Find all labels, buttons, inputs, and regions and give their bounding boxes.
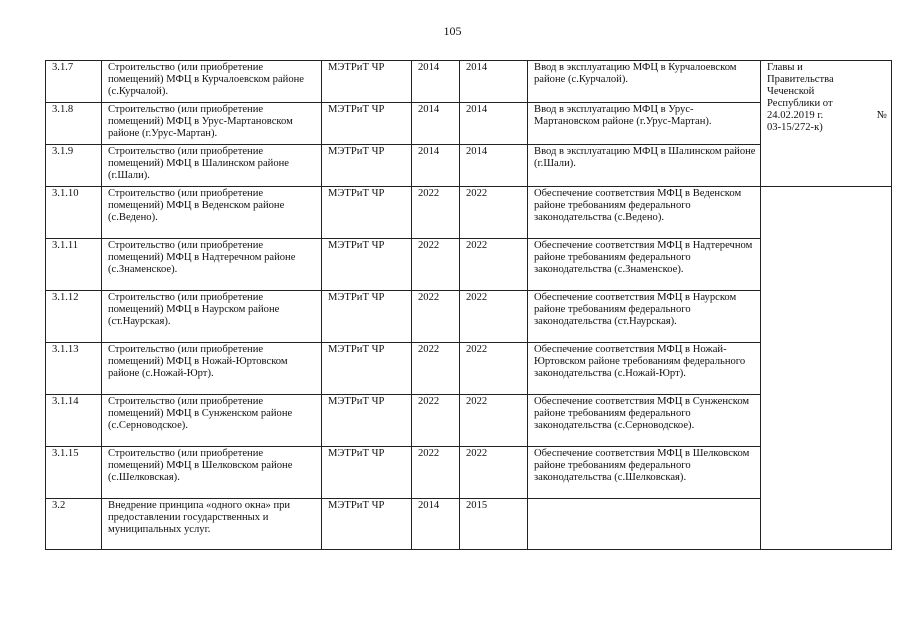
basis-line: Правительства: [767, 74, 834, 85]
executor: МЭТРиТ ЧР: [322, 343, 412, 395]
start-year: 2022: [412, 187, 460, 239]
measure-name: Строительство (или приобретение помещений) МФЦ в Курчалоевском районе (с.Курчалой).: [102, 61, 322, 103]
executor: МЭТРиТ ЧР: [322, 145, 412, 187]
start-year: 2022: [412, 343, 460, 395]
legal-basis-cell: [761, 61, 892, 187]
end-year: 2014: [460, 103, 528, 145]
expected-result: Обеспечение соответствия МФЦ в Наурском районе требованиям федерального законодательства (ст.Наурская).: [528, 291, 761, 343]
table-row: [46, 187, 892, 239]
basis-date: 24.02.2019 г.: [767, 110, 824, 121]
expected-result: Ввод в эксплуатацию МФЦ в Урус-Мартановском районе (г.Урус-Мартан).: [528, 103, 761, 145]
start-year: 2022: [412, 239, 460, 291]
end-year: 2022: [460, 343, 528, 395]
executor: МЭТРиТ ЧР: [322, 447, 412, 499]
end-year: 2022: [460, 395, 528, 447]
executor: МЭТРиТ ЧР: [322, 187, 412, 239]
expected-result: Ввод в эксплуатацию МФЦ в Курчалоевском районе (с.Курчалой).: [528, 61, 761, 103]
basis-line: Республики от: [767, 98, 833, 109]
measure-name: Внедрение принципа «одного окна» при предоставлении государственных и муниципальных услуг.: [102, 499, 322, 550]
row-number: 3.2: [46, 499, 102, 550]
measure-name: Строительство (или приобретение помещений) МФЦ в Сунженском районе (с.Серноводское).: [102, 395, 322, 447]
measure-name: Строительство (или приобретение помещений) МФЦ в Шелковском районе (с.Шелковская).: [102, 447, 322, 499]
end-year: 2014: [460, 145, 528, 187]
expected-result: Обеспечение соответствия МФЦ в Сунженском районе требованиям федерального законодательства (с.Серноводское).: [528, 395, 761, 447]
measure-name: Строительство (или приобретение помещений) МФЦ в Ножай-Юртовском районе (с.Ножай-Юрт).: [102, 343, 322, 395]
executor: МЭТРиТ ЧР: [322, 499, 412, 550]
executor: МЭТРиТ ЧР: [322, 395, 412, 447]
start-year: 2022: [412, 447, 460, 499]
expected-result: Ввод в эксплуатацию МФЦ в Шалинском районе (г.Шали).: [528, 145, 761, 187]
expected-result: Обеспечение соответствия МФЦ в Веденском районе требованиям федерального законодательства (с.Ведено).: [528, 187, 761, 239]
expected-result: Обеспечение соответствия МФЦ в Ножай-Юртовском районе требованиям федерального законодательства (с.Ножай-Юрт).: [528, 343, 761, 395]
executor: МЭТРиТ ЧР: [322, 291, 412, 343]
measure-name: Строительство (или приобретение помещений) МФЦ в Шалинском районе (г.Шали).: [102, 145, 322, 187]
row-number: 3.1.8: [46, 103, 102, 145]
page-number: 105: [443, 24, 462, 38]
row-number: 3.1.11: [46, 239, 102, 291]
number-sign: №: [876, 110, 887, 121]
start-year: 2014: [412, 103, 460, 145]
measures-table: [45, 60, 892, 550]
executor: МЭТРиТ ЧР: [322, 61, 412, 103]
executor: МЭТРиТ ЧР: [322, 239, 412, 291]
expected-result: Обеспечение соответствия МФЦ в Шелковском районе требованиям федерального законодательства (с.Шелковская).: [528, 447, 761, 499]
start-year: 2014: [412, 499, 460, 550]
basis-line: [767, 110, 887, 122]
end-year: 2022: [460, 239, 528, 291]
executor: МЭТРиТ ЧР: [322, 103, 412, 145]
end-year: 2022: [460, 291, 528, 343]
expected-result: [528, 499, 761, 550]
row-number: 3.1.10: [46, 187, 102, 239]
measure-name: Строительство (или приобретение помещений) МФЦ в Надтеречном районе (с.Знаменское).: [102, 239, 322, 291]
measure-name: Строительство (или приобретение помещений) МФЦ в Урус-Мартановском районе (г.Урус-Мартан).: [102, 103, 322, 145]
end-year: 2022: [460, 447, 528, 499]
start-year: 2022: [412, 291, 460, 343]
end-year: 2022: [460, 187, 528, 239]
row-number: 3.1.13: [46, 343, 102, 395]
start-year: 2022: [412, 395, 460, 447]
row-number: 3.1.9: [46, 145, 102, 187]
end-year: 2015: [460, 499, 528, 550]
row-number: 3.1.15: [46, 447, 102, 499]
row-number: 3.1.12: [46, 291, 102, 343]
basis-empty-cell: [761, 187, 892, 550]
end-year: 2014: [460, 61, 528, 103]
basis-line: 03-15/272-к): [767, 122, 823, 133]
table-row: [46, 61, 892, 103]
start-year: 2014: [412, 145, 460, 187]
basis-line: Чеченской: [767, 86, 815, 97]
expected-result: Обеспечение соответствия МФЦ в Надтеречном районе требованиям федерального законодательства (с.Знаменское).: [528, 239, 761, 291]
measure-name: Строительство (или приобретение помещений) МФЦ в Веденском районе (с.Ведено).: [102, 187, 322, 239]
row-number: 3.1.14: [46, 395, 102, 447]
start-year: 2014: [412, 61, 460, 103]
basis-line: Главы и: [767, 62, 803, 73]
measure-name: Строительство (или приобретение помещений) МФЦ в Наурском районе (ст.Наурская).: [102, 291, 322, 343]
row-number: 3.1.7: [46, 61, 102, 103]
